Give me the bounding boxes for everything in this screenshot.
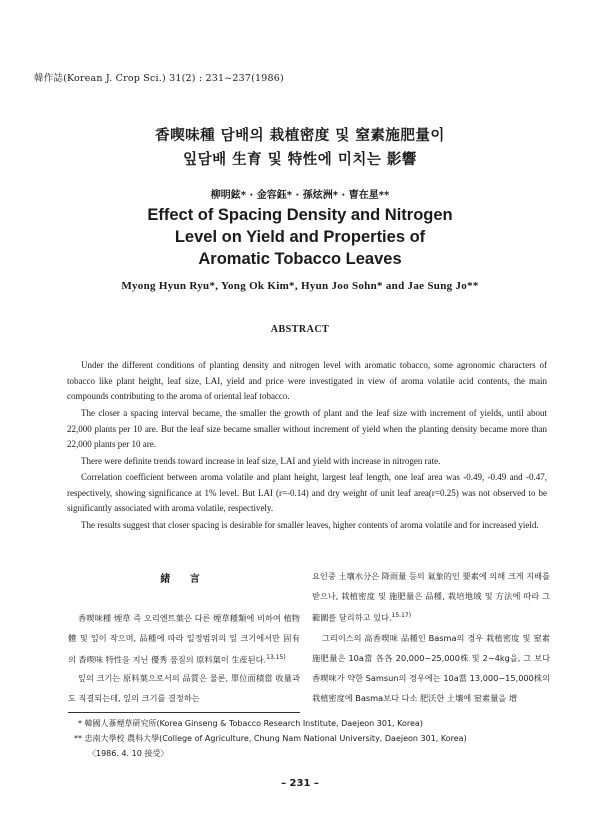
english-title-line-3: Aromatic Tobacco Leaves [198,250,402,268]
abstract-paragraph-2: The closer a spacing interval became, the smaller the growth of plant and the leaf size with increment of yields, until about 22,000 plants per 10 are. But the leaf size became smaller without increment of yield when the planting density became more than 22,000 plants per 10 are. [67,408,547,450]
intro-left-paragraph-2: 잎의 크기는 原料葉으로서의 品質은 물론, 單位面積當 收量과도 직결되는데, 잎의 크기를 결정하는 [68,668,300,708]
english-title-line-1: Effect of Spacing Density and Nitrogen [147,206,453,224]
footnote-1: * 韓國人蔘煙草硏究所(Korea Ginseng & Tobacco Research Institute, Daejeon 301, Korea) [78,719,423,728]
footnote-rule [68,712,300,713]
intro-left-p1-citation: 13.15) [266,654,286,661]
abstract-heading: ABSTRACT [270,324,330,335]
intro-right-p1-citation: 15.17) [391,612,412,619]
english-title-line-2: Level on Yield and Properties of [174,228,426,246]
introduction-heading: 緒 言 [160,574,208,585]
intro-right-p1-text: 요인중 土壤水分은 降雨量 등의 氣象的인 要素에 의해 크게 지배를 받으나, 栽植密度 및 施肥量은 品種, 栽培地域 및 方法에 따라 그 範圍를 달리하고 있다. [312,571,550,623]
intro-left-p1-text: 香喫味種 煙草 즉 오리엔트葉은 다른 煙草種類에 비하여 植物體 및 잎이 작으며, 品種에 따라 일정범위의 잎 크기에서만 固有의 香喫味 特性을 지닌 優秀 품질의 原料葉이 生産된다. [68,613,300,665]
footnote-2: ** 忠南大學校 農科大學(College of Agriculture, Chung Nam National University, Daejeon 301, Korea) [74,734,467,743]
korean-title-line-2: 잎담배 生育 및 特性에 미치는 影響 [183,152,417,168]
journal-reference: 韓作誌(Korean J. Crop Sci.) 31(2) : 231~237(1986) [34,73,284,84]
intro-left-paragraph-1 [68,608,300,670]
english-authors: Myong Hyun Ryu*, Yong Ok Kim*, Hyun Joo Sohn* and Jae Sung Jo** [121,280,479,292]
page-number: – 231 – [281,778,319,789]
abstract-paragraph-3: There were definite trends toward increase in leaf size, LAI and yield with increase in nitrogen rate. [81,456,441,466]
korean-title-line-1: 香喫味種 담배의 栽植密度 및 窒素施肥量이 [155,128,445,144]
abstract-paragraph-1: Under the different conditions of planting density and nitrogen level with aromatic tobacco, some agronomic characters of tobacco like plant height, leaf size, LAI, yield and price were investigated in view of aroma volatile acid contents, the main compounds contributing to the aroma of oriental leaf tobacco. [67,360,547,402]
korean-authors: 柳明鉉* · 金容鈺* · 孫炫洲* · 曺在星** [210,190,390,201]
abstract-paragraph-5: The results suggest that closer spacing is desirable for smaller leaves, higher contents of aroma volatile and for increased yield. [81,520,539,530]
intro-right-paragraph-2: 그리이스의 高香喫味 品種인 Basma의 경우 栽植密度 및 窒素施肥量은 10a當 各各 20,000~25,000株 및 2~4kg을, 그 보다 香喫味가 약한 Samsun의 경우에는 10a當 13,000~15,000株의 栽植密度에 Basma보다 다소 肥沃한 土壤에 窒素量을 增 [312,633,550,703]
footnote-received-date: 〈1986. 4. 10 接受〉 [88,749,169,758]
intro-right-paragraph-1 [312,566,550,628]
abstract-paragraph-4: Correlation coefficient between aroma volatile and plant height, largest leaf length, one leaf area was -0.49, -0.49 and -0.47, respectively, showing significance at 1% level. But LAI (r=-0.14) and dry weight of unit leaf area(r=0.25) was not observed to be significantly associated with aroma volatile, respectively. [67,472,547,514]
